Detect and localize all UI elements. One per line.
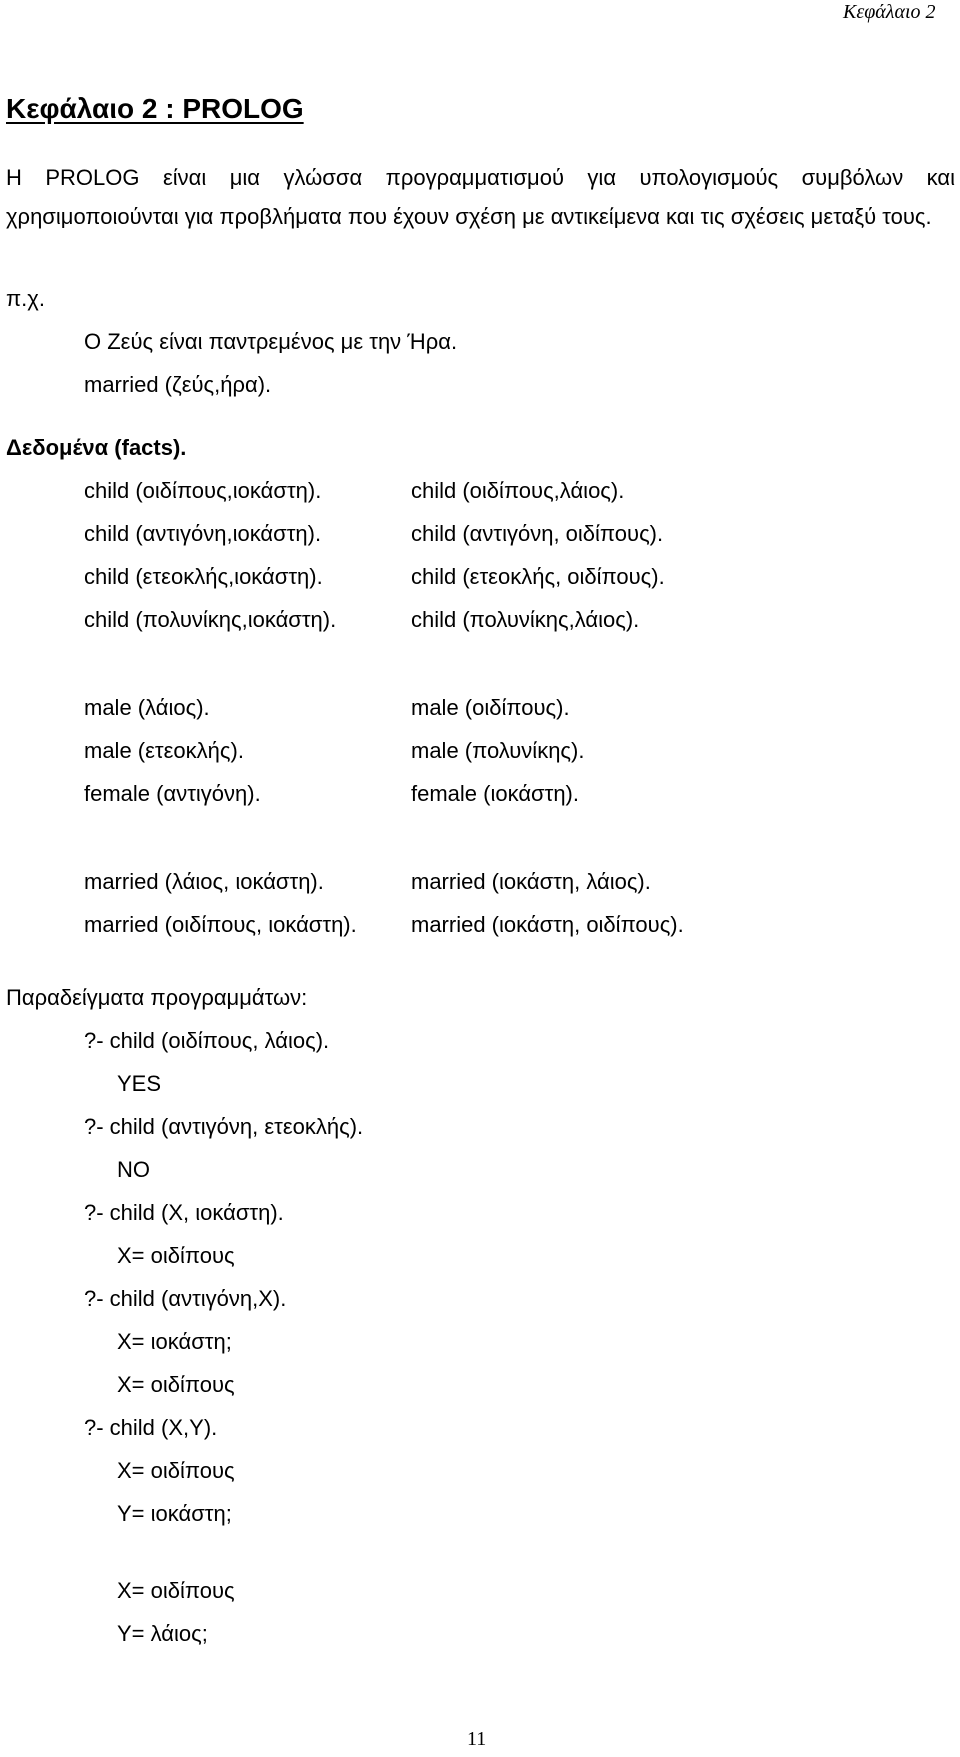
programs-heading: Παραδείγματα προγραμμάτων: [6,985,308,1010]
fact-child-right: child (πολυνίκης,λάιος). [411,607,640,632]
fact-child-right: child (αντιγόνη, οιδίπους). [411,521,664,546]
query-line: ?- child (X, ιοκάστη). [84,1200,284,1225]
answer-line: X= οιδίπους [117,1372,235,1397]
fact-married-left: married (οιδίπους, ιοκάστη). [84,912,357,937]
query-line: ?- child (αντιγόνη, ετεοκλής). [84,1114,364,1139]
answer-line: X= ιοκάστη; [117,1329,232,1354]
facts-heading: Δεδομένα (facts). [6,435,187,460]
running-header: Κεφάλαιο 2 [843,1,936,23]
fact-gender-left: male (ετεοκλής). [84,738,244,763]
fact-child-right: child (ετεοκλής, οιδίπους). [411,564,665,589]
fact-gender-left: female (αντιγόνη). [84,781,261,806]
fact-child-left: child (πολυνίκης,ιοκάστη). [84,607,337,632]
page-number: 11 [467,1728,487,1750]
query-line: ?- child (αντιγόνη,X). [84,1286,287,1311]
fact-child-right: child (οιδίπους,λάιος). [411,478,625,503]
intro-paragraph: Η PROLOG είναι μια γλώσσα προγραμματισμού για υπολογισμούς συμβόλων και χρησιμοποιούνται για προβλήματα που έχουν σχέση με αντικείμενα και τις σχέσεις μεταξύ τους. [6,165,955,229]
example-code: married (ζεύς,ήρα). [84,372,272,397]
answer-line: YES [117,1071,162,1096]
query-line: ?- child (X,Y). [84,1415,218,1440]
fact-child-left: child (οιδίπους,ιοκάστη). [84,478,322,503]
query-line: ?- child (οιδίπους, λάιος). [84,1028,330,1053]
answer-line: X= οιδίπους [117,1243,235,1268]
fact-gender-left: male (λάιος). [84,695,210,720]
answer-line: Y= ιοκάστη; [117,1501,232,1526]
answer-line: Y= λάιος; [117,1621,208,1646]
fact-married-right: married (ιοκάστη, οιδίπους). [411,912,684,937]
answer-line: NO [117,1157,150,1182]
fact-child-left: child (αντιγόνη,ιοκάστη). [84,521,322,546]
chapter-title: Κεφάλαιο 2 : PROLOG [6,93,304,124]
fact-gender-right: male (πολυνίκης). [411,738,585,763]
fact-married-right: married (ιοκάστη, λάιος). [411,869,651,894]
example-sentence: Ο Ζεύς είναι παντρεμένος με την Ήρα. [84,329,458,354]
fact-married-left: married (λάιος, ιοκάστη). [84,869,324,894]
fact-gender-right: female (ιοκάστη). [411,781,579,806]
answer-line: X= οιδίπους [117,1458,235,1483]
example-label: π.χ. [6,286,45,311]
fact-gender-right: male (οιδίπους). [411,695,570,720]
answer-line: X= οιδίπους [117,1578,235,1603]
fact-child-left: child (ετεοκλής,ιοκάστη). [84,564,323,589]
